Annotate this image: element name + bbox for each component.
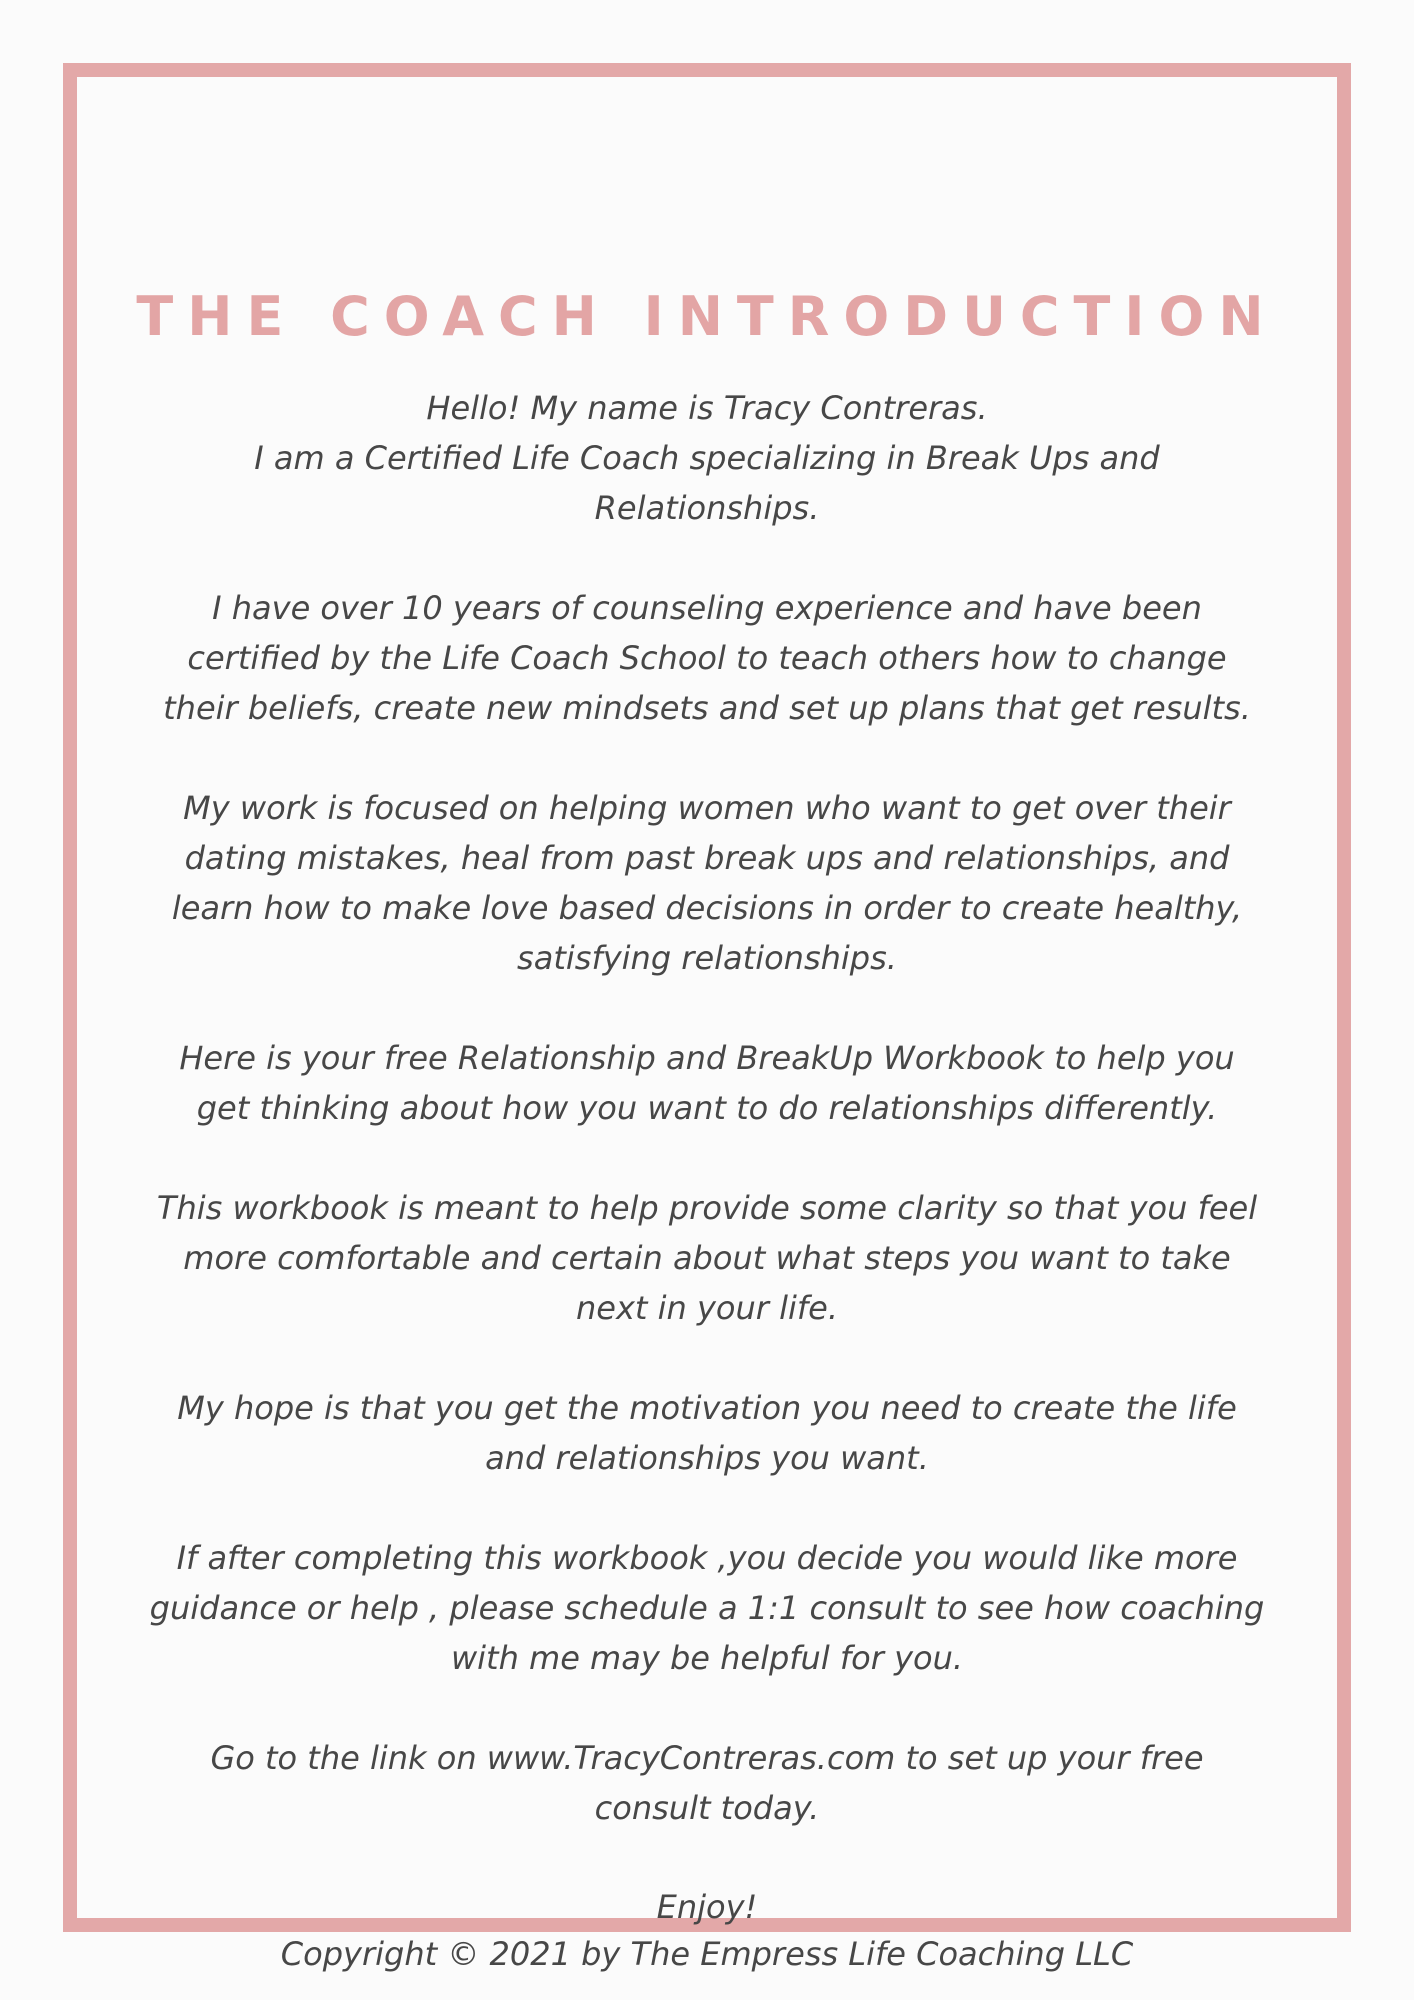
paragraph-focus <box>140 783 1274 983</box>
closing-line: Enjoy! <box>656 1888 758 1926</box>
text-line: If after completing this workbook ,you decide you would like more <box>176 1539 1238 1577</box>
text-line: This workbook is meant to help provide some clarity so that you feel <box>156 1189 1258 1227</box>
text-line: with me may be helpful for you. <box>450 1639 964 1677</box>
text-line: consult today. <box>594 1789 820 1827</box>
text-line: Go to the link on www.TracyContreras.com to set up your free <box>210 1739 1204 1777</box>
paragraph-experience <box>140 583 1274 733</box>
paragraph-greeting <box>140 383 1274 533</box>
text-line: My work is focused on helping women who want to get over their <box>183 789 1231 827</box>
text-line: Hello! My name is Tracy Contreras. <box>426 389 988 427</box>
text-line: certified by the Life Coach School to teach others how to change <box>187 639 1227 677</box>
text-line: Relationships. <box>594 489 820 527</box>
text-line: next in your life. <box>576 1289 838 1327</box>
text-line: and relationships you want. <box>485 1439 929 1477</box>
text-line: their beliefs, create new mindsets and set up plans that get results. <box>163 689 1251 727</box>
page-title: THE COACH INTRODUCTION <box>136 285 1278 348</box>
text-line: My hope is that you get the motivation you need to create the life <box>177 1389 1237 1427</box>
copyright-notice: Copyright © 2021 by The Empress Life Coaching LLC <box>280 1935 1134 1973</box>
text-line: get thinking about how you want to do relationships differently. <box>196 1089 1218 1127</box>
text-line: I am a Certified Life Coach specializing in Break Ups and <box>254 439 1160 477</box>
text-line: I have over 10 years of counseling experience and have been <box>212 589 1202 627</box>
text-line: satisfying relationships. <box>517 939 897 977</box>
text-line: more comfortable and certain about what steps you want to take <box>183 1239 1231 1277</box>
paragraph-hope <box>140 1383 1274 1483</box>
paragraph-consult <box>140 1533 1274 1683</box>
text-line: guidance or help , please schedule a 1:1 consult to see how coaching <box>149 1589 1265 1627</box>
paragraph-workbook-purpose <box>140 1183 1274 1333</box>
text-line: Here is your free Relationship and BreakUp Workbook to help you <box>179 1039 1235 1077</box>
paragraph-website <box>140 1733 1274 1833</box>
text-line: dating mistakes, heal from past break ups and relationships, and <box>184 839 1230 877</box>
text-line: learn how to make love based decisions in order to create healthy, <box>171 889 1243 927</box>
intro-body <box>140 383 1274 1883</box>
paragraph-workbook-gift <box>140 1033 1274 1133</box>
